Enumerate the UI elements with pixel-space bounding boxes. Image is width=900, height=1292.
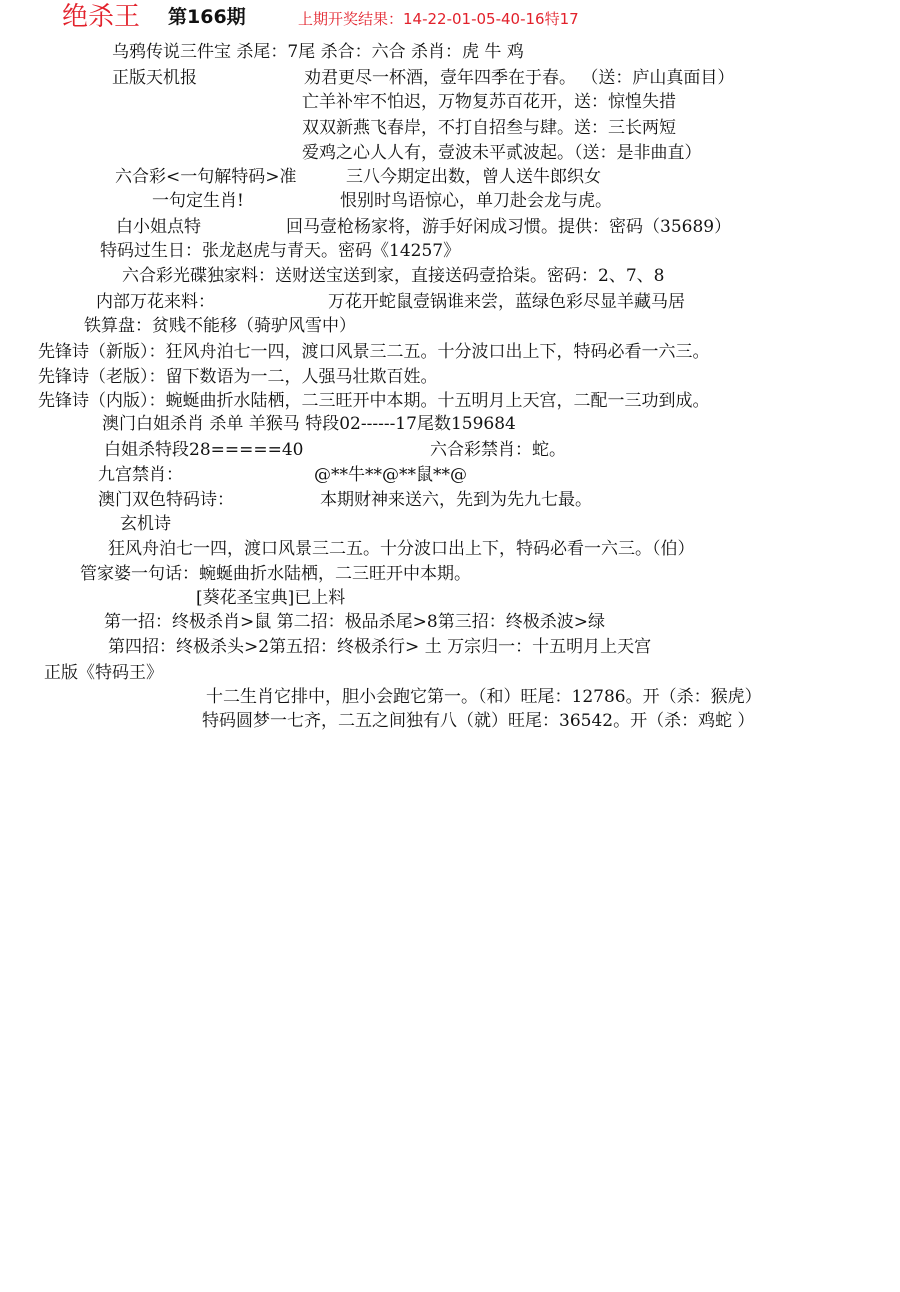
text-line: 乌鸦传说三件宝 杀尾：7尾 杀合：六合 杀肖：虎 牛 鸡 <box>112 42 524 62</box>
text-line: 恨别时鸟语惊心，单刀赴会龙与虎。 <box>340 191 612 211</box>
text-line: 玄机诗 <box>120 514 171 534</box>
text-line: 劝君更尽一杯酒，壹年四季在于春。 （送：庐山真面目） <box>304 68 735 88</box>
text-line: 特码圆梦一七齐，二五之间独有八（就）旺尾：36542。开（杀：鸡蛇 ） <box>202 711 755 731</box>
text-line: 正版天机报 <box>112 68 197 88</box>
last-draw-result: 上期开奖结果：14-22-01-05-40-16特17 <box>298 10 579 28</box>
text-line: 九宫禁肖： <box>98 465 183 485</box>
text-line: 先锋诗（内版）：蜿蜒曲折水陆栖，二三旺开中本期。十五明月上天宫，二配一三功到成。 <box>38 391 710 411</box>
text-line: 澳门双色特码诗： <box>98 490 234 510</box>
text-line: [葵花圣宝典]已上料 <box>196 588 346 608</box>
text-line: 三八今期定出数，曾人送牛郎织女 <box>346 167 601 187</box>
text-line: 狂风舟泊七一四，渡口风景三二五。十分波口出上下，特码必看一六三。（伯） <box>108 539 695 559</box>
text-line: 万花开蛇鼠壹锅谁来尝，蓝绿色彩尽显羊藏马居 <box>328 292 685 312</box>
text-line: 白姐杀特段28=====40 <box>104 440 304 460</box>
issue-number: 第166期 <box>168 6 246 28</box>
text-line: 第四招：终极杀头>2第五招：终极杀行> 土 万宗归一：十五明月上天宫 <box>108 637 652 657</box>
text-line: 白小姐点特 <box>116 217 201 237</box>
text-line: 十二生肖它排中，胆小会跑它第一。（和）旺尾：12786。开（杀：猴虎） <box>206 687 762 707</box>
text-line: 特码过生日：张龙赵虎与青天。密码《14257》 <box>100 241 461 261</box>
text-line: 先锋诗（老版）：留下数语为一二，人强马壮欺百姓。 <box>38 367 438 387</box>
text-line: 亡羊补牢不怕迟，万物复苏百花开，送：惊惶失措 <box>302 92 676 112</box>
text-line: 正版《特码王》 <box>44 663 163 683</box>
text-line: 爱鸡之心人人有，壹波未平贰波起。（送：是非曲直） <box>302 143 702 163</box>
text-line: 六合彩禁肖：蛇。 <box>430 440 566 460</box>
text-line: @**牛**@**鼠**@ <box>314 465 467 485</box>
text-line: 双双新燕飞春岸，不打自招叁与肆。送：三长两短 <box>302 118 676 138</box>
text-line: 内部万花来料： <box>96 292 215 312</box>
text-line: 铁算盘：贫贱不能移（骑驴风雪中） <box>84 316 356 336</box>
page-title: 绝杀王 <box>62 2 141 32</box>
text-line: 本期财神来送六，先到为先九七最。 <box>320 490 592 510</box>
text-line: 回马壹枪杨家将，游手好闲成习惯。提供：密码（35689） <box>286 217 732 237</box>
text-line: 一句定生肖! <box>152 191 244 211</box>
text-line: 管家婆一句话：蜿蜒曲折水陆栖，二三旺开中本期。 <box>80 564 471 584</box>
text-line: 六合彩<一句解特码>准 <box>115 167 297 187</box>
text-line: 第一招：终极杀肖>鼠 第二招：极品杀尾>8第三招：终极杀波>绿 <box>104 612 605 632</box>
text-line: 六合彩光碟独家料：送财送宝送到家，直接送码壹拾柒。密码：2、7、8 <box>122 266 665 286</box>
text-line: 先锋诗（新版）：狂风舟泊七一四，渡口风景三二五。十分波口出上下，特码必看一六三。 <box>38 342 710 362</box>
text-line: 澳门白姐杀肖 杀单 羊猴马 特段02------17尾数159684 <box>102 414 516 434</box>
